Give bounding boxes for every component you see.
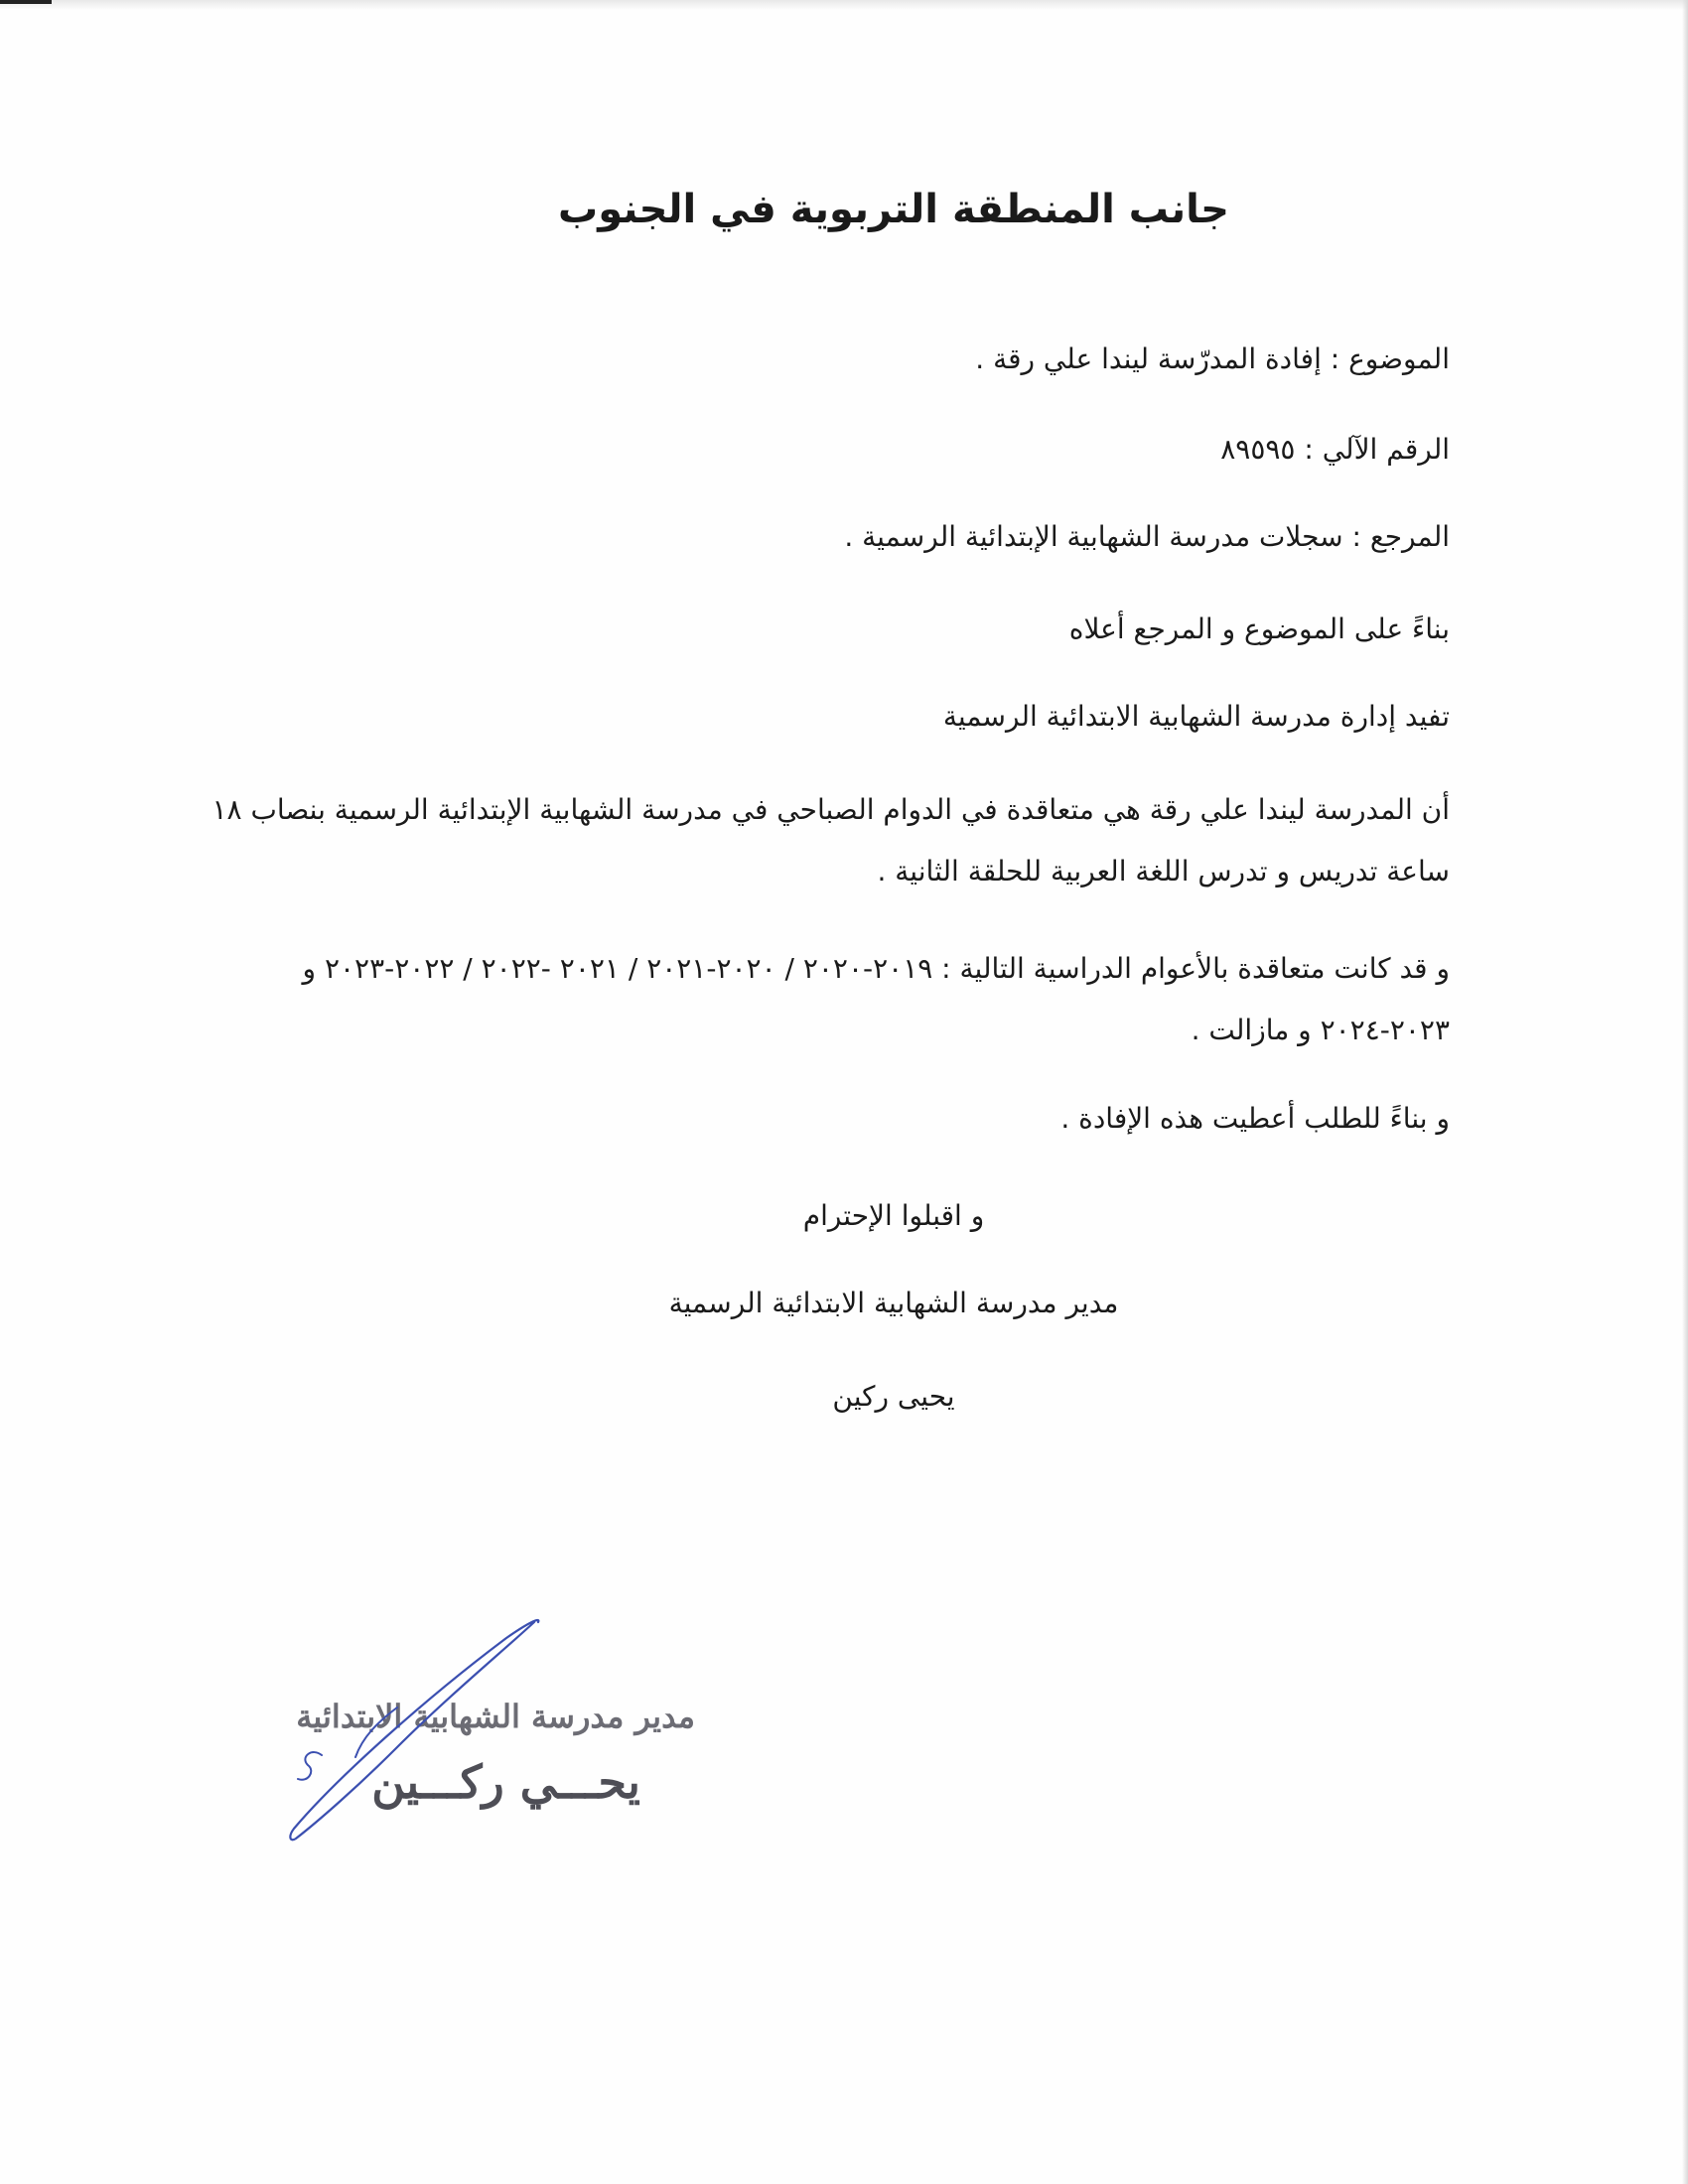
reference-line: المرجع : سجلات مدرسة الشهابية الإبتدائية الرسمية . (844, 520, 1450, 553)
years-paragraph: و قد كانت متعاقدة بالأعوام الدراسية التالية : ٢٠١٩-٢٠٢٠ / ٢٠٢٠-٢٠٢١ / ٢٠٢١ -٢٠٢٢ / ٢٠٢٢-٢٠٢٣ و ٢٠٢٣-٢٠٢٤ و مازالت . (302, 952, 1450, 1046)
signatory-title: مدير مدرسة الشهابية الابتدائية الرسمية (668, 1287, 1119, 1319)
automated-number-line: الرقم الآلي : ٨٩٥٩٥ (1220, 433, 1450, 466)
handwritten-signature (278, 1608, 576, 1846)
request-line: و بناءً للطلب أعطيت هذه الإفادة . (1060, 1102, 1450, 1135)
subject-line: الموضوع : إفادة المدرّسة ليندا علي رقة . (975, 342, 1450, 375)
stamp-name: يحـــي ركـــين (371, 1755, 640, 1809)
declaration-line: تفيد إدارة مدرسة الشهابية الابتدائية الرسمية (942, 700, 1450, 733)
letter-heading: جانب المنطقة التربوية في الجنوب (558, 187, 1229, 232)
scan-mark (0, 0, 52, 4)
regards-line: و اقبلوا الإحترام (802, 1199, 985, 1232)
based-on-line: بناءً على الموضوع و المرجع أعلاه (1068, 613, 1450, 645)
stamp-title: مدير مدرسة الشهابية الابتدائية (296, 1698, 695, 1735)
scan-edge (1682, 0, 1688, 2184)
body-paragraph: أن المدرسة ليندا علي رقة هي متعاقدة في الدوام الصباحي في مدرسة الشهابية الإبتدائية الرسمية بنصاب ١٨ ساعة تدريس و تدرس اللغة العربية للحلقة الثانية . (211, 793, 1450, 887)
scan-shadow (0, 0, 1688, 10)
signatory-name: يحيى ركين (832, 1380, 955, 1413)
